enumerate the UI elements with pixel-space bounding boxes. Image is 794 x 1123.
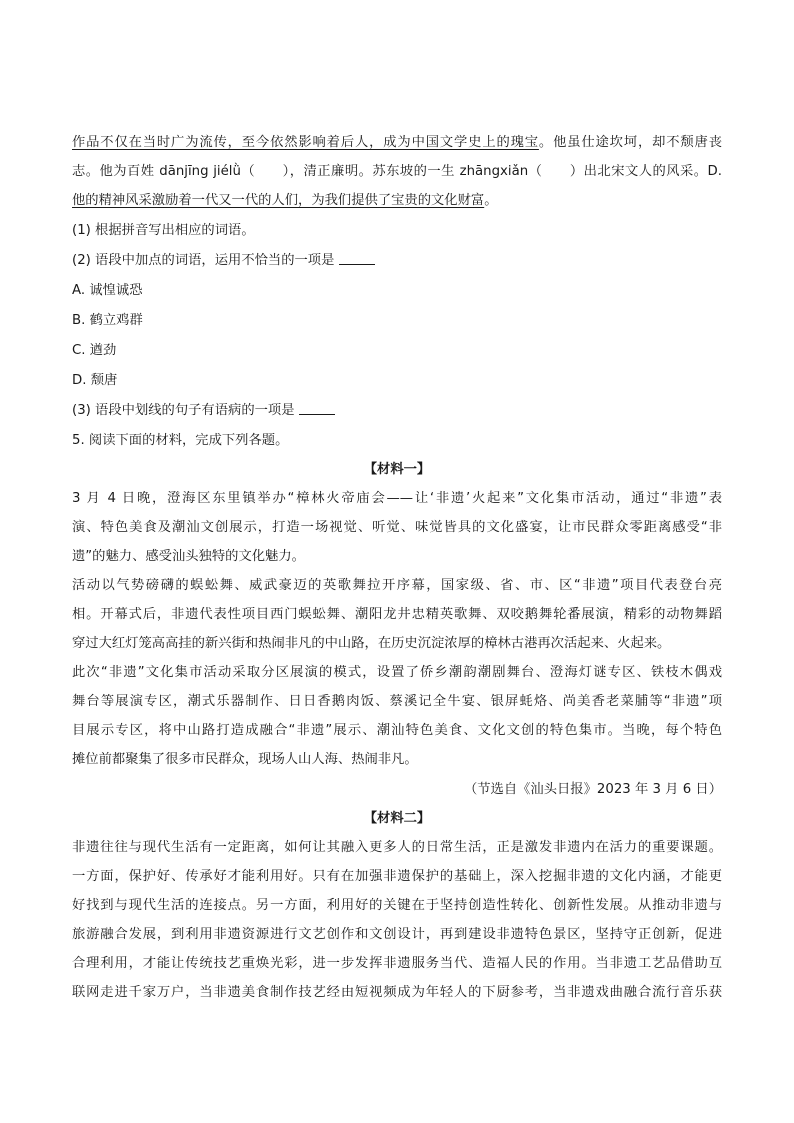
paragraph-line: 遗”的魅力、感受汕头独特的文化魅力。 bbox=[72, 549, 305, 564]
paragraph-line: 摊位前都聚集了很多市民群众，现场人山人海、热闹非凡。 bbox=[72, 752, 418, 767]
question-2: (2) 语段中加点的词语，运用不恰当的一项是 bbox=[72, 252, 375, 270]
paragraph-line: 相。开幕式后，非遗代表性项目西门蜈蚣舞、潮阳龙井忠精英歌舞、双咬鹅舞轮番展演，精彩的动物舞蹈 bbox=[72, 607, 722, 622]
paragraph-line: 目展示专区，将中山路打造成融合“非遗”展示、潮汕特色美食、文化文创的特色集市。当晚，每个特色 bbox=[72, 723, 722, 738]
answer-blank[interactable] bbox=[339, 252, 375, 265]
paragraph-line: 此次“非遗”文化集市活动采取分区展演的模式，设置了侨乡潮韵潮剧舞台、澄海灯谜专区、铁枝木偶戏 bbox=[72, 665, 722, 680]
option-d: D. 颓唐 bbox=[72, 373, 118, 388]
paragraph-line: 3 月 4 日晚，澄海区东里镇举办“樟林火帝庙会——让‘非遗’火起来”文化集市活动，通过“非遗”表 bbox=[72, 491, 722, 506]
material-2-heading: 【材料二】 bbox=[363, 811, 431, 826]
option-a: A. 诚惶诚恐 bbox=[72, 283, 143, 298]
answer-blank[interactable] bbox=[299, 402, 335, 415]
paragraph-line: 一方面，保护好、传承好才能利用好。只有在加强非遗保护的基础上，深入挖掘非遗的文化内涵，才能更 bbox=[72, 869, 722, 884]
paragraph-line: 穿过大红灯笼高高挂的新兴街和热闹非凡的中山路，在历史沉淀浓厚的樟林古港再次活起来、火起来。 bbox=[72, 636, 671, 651]
paragraph-line: 活动以气势磅礴的蜈蚣舞、威武豪迈的英歌舞拉开序幕，国家级、省、市、区“非遗”项目代表登台亮 bbox=[72, 578, 722, 593]
paragraph-line: 联网走进千家万户，当非遗美食制作技艺经由短视频成为年轻人的下厨参考，当非遗戏曲融合流行音乐获 bbox=[72, 985, 722, 1000]
underlined-sentence: 作品不仅在当时广为流传，至今依然影响着后人，成为中国文学史上的瑰宝 bbox=[72, 135, 539, 150]
question-1: (1) 根据拼音写出相应的词语。 bbox=[72, 223, 255, 238]
paragraph-line: 志。他为百姓 dānjīng jiélǜ（ ），清正廉明。苏东坡的一生 zhāngxiǎn（ ）出北宋文人的风采。D. bbox=[72, 164, 722, 179]
paragraph-line: 演、特色美食及潮汕文创展示，打造一场视觉、听觉、味觉皆具的文化盛宴，让市民群众零距离感受“非 bbox=[72, 520, 722, 535]
paragraph-line: 非遗往往与现代生活有一定距离，如何让其融入更多人的日常生活，正是激发非遗内在活力的重要课题。 bbox=[72, 840, 722, 855]
source-citation: （节选自《汕头日报》2023 年 3 月 6 日） bbox=[463, 782, 722, 797]
question-3: (3) 语段中划线的句子有语病的一项是 bbox=[72, 402, 335, 420]
material-1-heading: 【材料一】 bbox=[363, 462, 431, 477]
question-5: 5. 阅读下面的材料，完成下列各题。 bbox=[72, 433, 289, 448]
paragraph-line: 旅游融合发展，到利用非遗资源进行文艺创作和文创设计，再到建设非遗特色景区，坚持守正创新，促进 bbox=[72, 927, 722, 942]
underlined-sentence: 他的精神风采激励着一代又一代的人们，为我们提供了宝贵的文化财富 bbox=[72, 193, 485, 208]
paragraph-line: 好找到与现代生活的连接点。另一方面，利用好的关键在于坚持创造性转化、创新性发展。从推动非遗与 bbox=[72, 898, 722, 913]
paragraph-line: 舞台等展演专区，潮式乐器制作、日日香鹅肉饭、蔡溪记全牛宴、银屏蚝烙、尚美香老菜脯等“非遗”项 bbox=[72, 694, 722, 709]
option-b: B. 鹤立鸡群 bbox=[72, 313, 143, 328]
paragraph-line: 他的精神风采激励着一代又一代的人们，为我们提供了宝贵的文化财富。 bbox=[72, 193, 498, 208]
option-c: C. 遒劲 bbox=[72, 343, 117, 358]
paragraph-line: 作品不仅在当时广为流传，至今依然影响着后人，成为中国文学史上的瑰宝。他虽仕途坎坷，却不颓唐丧 bbox=[72, 135, 723, 150]
paragraph-line: 合理利用，才能让传统技艺重焕光彩，进一步发挥非遗服务当代、造福人民的作用。当非遗工艺品借助互 bbox=[72, 956, 722, 971]
